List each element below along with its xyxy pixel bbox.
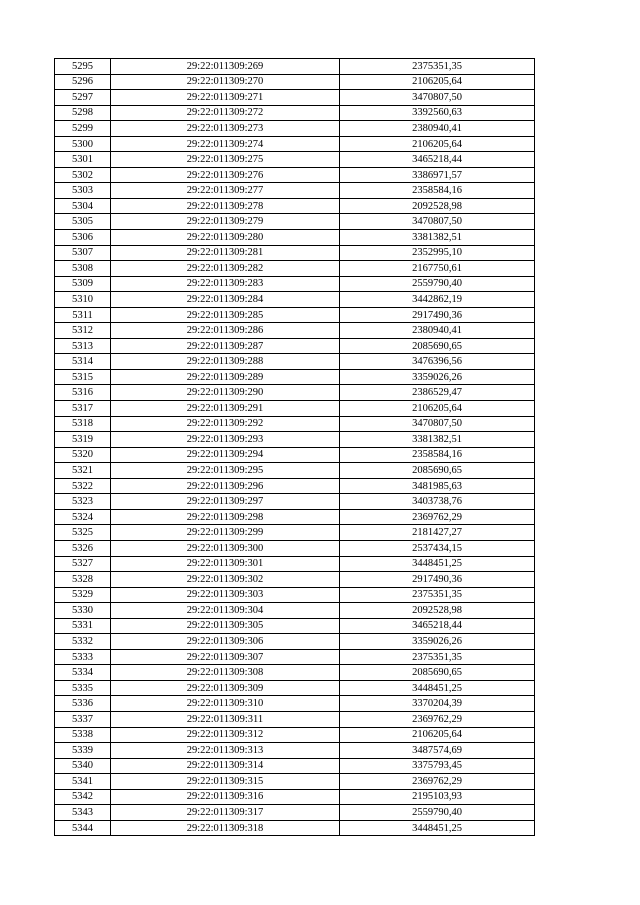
table-row: [55, 478, 535, 494]
cadastral-number-cell: 29:22:011309:312: [111, 727, 340, 743]
table-row: [55, 509, 535, 525]
table-row: [55, 152, 535, 168]
table-row: [55, 696, 535, 712]
cadastral-number-cell: 29:22:011309:271: [111, 90, 340, 106]
row-number-cell: 5318: [55, 416, 111, 432]
row-number-cell: 5342: [55, 789, 111, 805]
cadastral-number-cell: 29:22:011309:304: [111, 603, 340, 619]
table-row: [55, 261, 535, 277]
value-cell: 2092528,98: [340, 603, 535, 619]
cadastral-number-cell: 29:22:011309:278: [111, 198, 340, 214]
row-number-cell: 5327: [55, 556, 111, 572]
value-cell: 3448451,25: [340, 680, 535, 696]
table-row: [55, 711, 535, 727]
table-row: [55, 136, 535, 152]
row-number-cell: 5343: [55, 805, 111, 821]
cadastral-number-cell: 29:22:011309:272: [111, 105, 340, 121]
table-row: [55, 416, 535, 432]
value-cell: 2559790,40: [340, 276, 535, 292]
row-number-cell: 5324: [55, 509, 111, 525]
row-number-cell: 5336: [55, 696, 111, 712]
row-number-cell: 5296: [55, 74, 111, 90]
cadastral-number-cell: 29:22:011309:302: [111, 572, 340, 588]
row-number-cell: 5319: [55, 432, 111, 448]
cadastral-number-cell: 29:22:011309:292: [111, 416, 340, 432]
row-number-cell: 5307: [55, 245, 111, 261]
value-cell: 3448451,25: [340, 556, 535, 572]
value-cell: 3392560,63: [340, 105, 535, 121]
row-number-cell: 5315: [55, 369, 111, 385]
table-row: [55, 587, 535, 603]
row-number-cell: 5317: [55, 401, 111, 417]
value-cell: 3403738,76: [340, 494, 535, 510]
value-cell: 2369762,29: [340, 509, 535, 525]
value-cell: 3470807,50: [340, 90, 535, 106]
cadastral-number-cell: 29:22:011309:294: [111, 447, 340, 463]
value-cell: 3370204,39: [340, 696, 535, 712]
row-number-cell: 5320: [55, 447, 111, 463]
value-cell: 2917490,36: [340, 307, 535, 323]
cadastral-number-cell: 29:22:011309:296: [111, 478, 340, 494]
table-row: [55, 805, 535, 821]
row-number-cell: 5314: [55, 354, 111, 370]
row-number-cell: 5313: [55, 338, 111, 354]
table-row: [55, 245, 535, 261]
row-number-cell: 5298: [55, 105, 111, 121]
row-number-cell: 5339: [55, 743, 111, 759]
value-cell: 3476396,56: [340, 354, 535, 370]
cadastral-number-cell: 29:22:011309:310: [111, 696, 340, 712]
row-number-cell: 5316: [55, 385, 111, 401]
row-number-cell: 5311: [55, 307, 111, 323]
value-cell: 2085690,65: [340, 338, 535, 354]
value-cell: 2195103,93: [340, 789, 535, 805]
cadastral-number-cell: 29:22:011309:295: [111, 463, 340, 479]
table-row: [55, 634, 535, 650]
cadastral-number-cell: 29:22:011309:277: [111, 183, 340, 199]
cadastral-number-cell: 29:22:011309:287: [111, 338, 340, 354]
cadastral-number-cell: 29:22:011309:318: [111, 820, 340, 836]
table-row: [55, 540, 535, 556]
row-number-cell: 5340: [55, 758, 111, 774]
table-row: [55, 447, 535, 463]
value-cell: 2106205,64: [340, 74, 535, 90]
value-cell: 3386971,57: [340, 167, 535, 183]
table-body: [55, 59, 535, 836]
row-number-cell: 5310: [55, 292, 111, 308]
cadastral-number-cell: 29:22:011309:279: [111, 214, 340, 230]
table-row: [55, 680, 535, 696]
table-row: [55, 183, 535, 199]
value-cell: 2106205,64: [340, 401, 535, 417]
table-row: [55, 198, 535, 214]
value-cell: 3381382,51: [340, 230, 535, 246]
table-row: [55, 603, 535, 619]
value-cell: 2358584,16: [340, 447, 535, 463]
value-cell: 3381382,51: [340, 432, 535, 448]
cadastral-number-cell: 29:22:011309:281: [111, 245, 340, 261]
value-cell: 2375351,35: [340, 649, 535, 665]
value-cell: 2181427,27: [340, 525, 535, 541]
table-row: [55, 401, 535, 417]
value-cell: 3465218,44: [340, 618, 535, 634]
cadastral-number-cell: 29:22:011309:316: [111, 789, 340, 805]
table-row: [55, 820, 535, 836]
table-row: [55, 276, 535, 292]
table-row: [55, 90, 535, 106]
table-row: [55, 556, 535, 572]
table-row: [55, 525, 535, 541]
cadastral-number-cell: 29:22:011309:314: [111, 758, 340, 774]
table-row: [55, 307, 535, 323]
cadastral-number-cell: 29:22:011309:313: [111, 743, 340, 759]
row-number-cell: 5321: [55, 463, 111, 479]
row-number-cell: 5334: [55, 665, 111, 681]
data-table: [54, 58, 535, 836]
cadastral-number-cell: 29:22:011309:300: [111, 540, 340, 556]
cadastral-number-cell: 29:22:011309:274: [111, 136, 340, 152]
value-cell: 2358584,16: [340, 183, 535, 199]
value-cell: 3359026,26: [340, 634, 535, 650]
cadastral-number-cell: 29:22:011309:273: [111, 121, 340, 137]
value-cell: 3470807,50: [340, 416, 535, 432]
cadastral-number-cell: 29:22:011309:291: [111, 401, 340, 417]
value-cell: 2085690,65: [340, 665, 535, 681]
table-row: [55, 74, 535, 90]
row-number-cell: 5331: [55, 618, 111, 634]
table-row: [55, 572, 535, 588]
cadastral-number-cell: 29:22:011309:307: [111, 649, 340, 665]
table-row: [55, 167, 535, 183]
table-row: [55, 354, 535, 370]
row-number-cell: 5309: [55, 276, 111, 292]
row-number-cell: 5302: [55, 167, 111, 183]
cadastral-number-cell: 29:22:011309:315: [111, 774, 340, 790]
table-row: [55, 758, 535, 774]
table-row: [55, 432, 535, 448]
table-row: [55, 369, 535, 385]
row-number-cell: 5305: [55, 214, 111, 230]
row-number-cell: 5341: [55, 774, 111, 790]
cadastral-number-cell: 29:22:011309:305: [111, 618, 340, 634]
cadastral-number-cell: 29:22:011309:301: [111, 556, 340, 572]
cadastral-number-cell: 29:22:011309:289: [111, 369, 340, 385]
row-number-cell: 5301: [55, 152, 111, 168]
cadastral-number-cell: 29:22:011309:293: [111, 432, 340, 448]
table-row: [55, 494, 535, 510]
cadastral-number-cell: 29:22:011309:283: [111, 276, 340, 292]
cadastral-number-cell: 29:22:011309:309: [111, 680, 340, 696]
row-number-cell: 5322: [55, 478, 111, 494]
value-cell: 3465218,44: [340, 152, 535, 168]
table-row: [55, 618, 535, 634]
cadastral-number-cell: 29:22:011309:317: [111, 805, 340, 821]
value-cell: 2559790,40: [340, 805, 535, 821]
cadastral-number-cell: 29:22:011309:286: [111, 323, 340, 339]
table-row: [55, 385, 535, 401]
row-number-cell: 5295: [55, 59, 111, 75]
cadastral-number-cell: 29:22:011309:306: [111, 634, 340, 650]
value-cell: 2369762,29: [340, 774, 535, 790]
row-number-cell: 5325: [55, 525, 111, 541]
value-cell: 3442862,19: [340, 292, 535, 308]
value-cell: 2085690,65: [340, 463, 535, 479]
value-cell: 2369762,29: [340, 711, 535, 727]
table-row: [55, 323, 535, 339]
row-number-cell: 5337: [55, 711, 111, 727]
row-number-cell: 5323: [55, 494, 111, 510]
table-row: [55, 665, 535, 681]
table-row: [55, 214, 535, 230]
cadastral-number-cell: 29:22:011309:299: [111, 525, 340, 541]
value-cell: 3481985,63: [340, 478, 535, 494]
row-number-cell: 5304: [55, 198, 111, 214]
value-cell: 2106205,64: [340, 136, 535, 152]
row-number-cell: 5330: [55, 603, 111, 619]
value-cell: 3375793,45: [340, 758, 535, 774]
row-number-cell: 5297: [55, 90, 111, 106]
row-number-cell: 5312: [55, 323, 111, 339]
cadastral-number-cell: 29:22:011309:276: [111, 167, 340, 183]
value-cell: 2537434,15: [340, 540, 535, 556]
row-number-cell: 5344: [55, 820, 111, 836]
row-number-cell: 5326: [55, 540, 111, 556]
value-cell: 2106205,64: [340, 727, 535, 743]
cadastral-number-cell: 29:22:011309:269: [111, 59, 340, 75]
value-cell: 2352995,10: [340, 245, 535, 261]
value-cell: 2380940,41: [340, 121, 535, 137]
row-number-cell: 5300: [55, 136, 111, 152]
value-cell: 3448451,25: [340, 820, 535, 836]
cadastral-number-cell: 29:22:011309:285: [111, 307, 340, 323]
cadastral-number-cell: 29:22:011309:297: [111, 494, 340, 510]
value-cell: 3470807,50: [340, 214, 535, 230]
value-cell: 2375351,35: [340, 587, 535, 603]
cadastral-number-cell: 29:22:011309:311: [111, 711, 340, 727]
cadastral-number-cell: 29:22:011309:280: [111, 230, 340, 246]
cadastral-number-cell: 29:22:011309:275: [111, 152, 340, 168]
row-number-cell: 5299: [55, 121, 111, 137]
value-cell: 2380940,41: [340, 323, 535, 339]
row-number-cell: 5338: [55, 727, 111, 743]
row-number-cell: 5328: [55, 572, 111, 588]
table-row: [55, 789, 535, 805]
row-number-cell: 5308: [55, 261, 111, 277]
table-row: [55, 59, 535, 75]
value-cell: 2917490,36: [340, 572, 535, 588]
cadastral-number-cell: 29:22:011309:282: [111, 261, 340, 277]
row-number-cell: 5333: [55, 649, 111, 665]
row-number-cell: 5332: [55, 634, 111, 650]
value-cell: 3487574,69: [340, 743, 535, 759]
table-row: [55, 463, 535, 479]
row-number-cell: 5335: [55, 680, 111, 696]
cadastral-number-cell: 29:22:011309:284: [111, 292, 340, 308]
cadastral-number-cell: 29:22:011309:288: [111, 354, 340, 370]
table-row: [55, 230, 535, 246]
table-row: [55, 105, 535, 121]
row-number-cell: 5329: [55, 587, 111, 603]
row-number-cell: 5303: [55, 183, 111, 199]
row-number-cell: 5306: [55, 230, 111, 246]
table-row: [55, 121, 535, 137]
value-cell: 2375351,35: [340, 59, 535, 75]
value-cell: 2092528,98: [340, 198, 535, 214]
value-cell: 2167750,61: [340, 261, 535, 277]
table-row: [55, 649, 535, 665]
cadastral-number-cell: 29:22:011309:270: [111, 74, 340, 90]
table-row: [55, 774, 535, 790]
table-row: [55, 727, 535, 743]
cadastral-number-cell: 29:22:011309:290: [111, 385, 340, 401]
value-cell: 3359026,26: [340, 369, 535, 385]
cadastral-number-cell: 29:22:011309:308: [111, 665, 340, 681]
cadastral-number-cell: 29:22:011309:303: [111, 587, 340, 603]
table-row: [55, 292, 535, 308]
cadastral-number-cell: 29:22:011309:298: [111, 509, 340, 525]
table-row: [55, 338, 535, 354]
value-cell: 2386529,47: [340, 385, 535, 401]
table-row: [55, 743, 535, 759]
